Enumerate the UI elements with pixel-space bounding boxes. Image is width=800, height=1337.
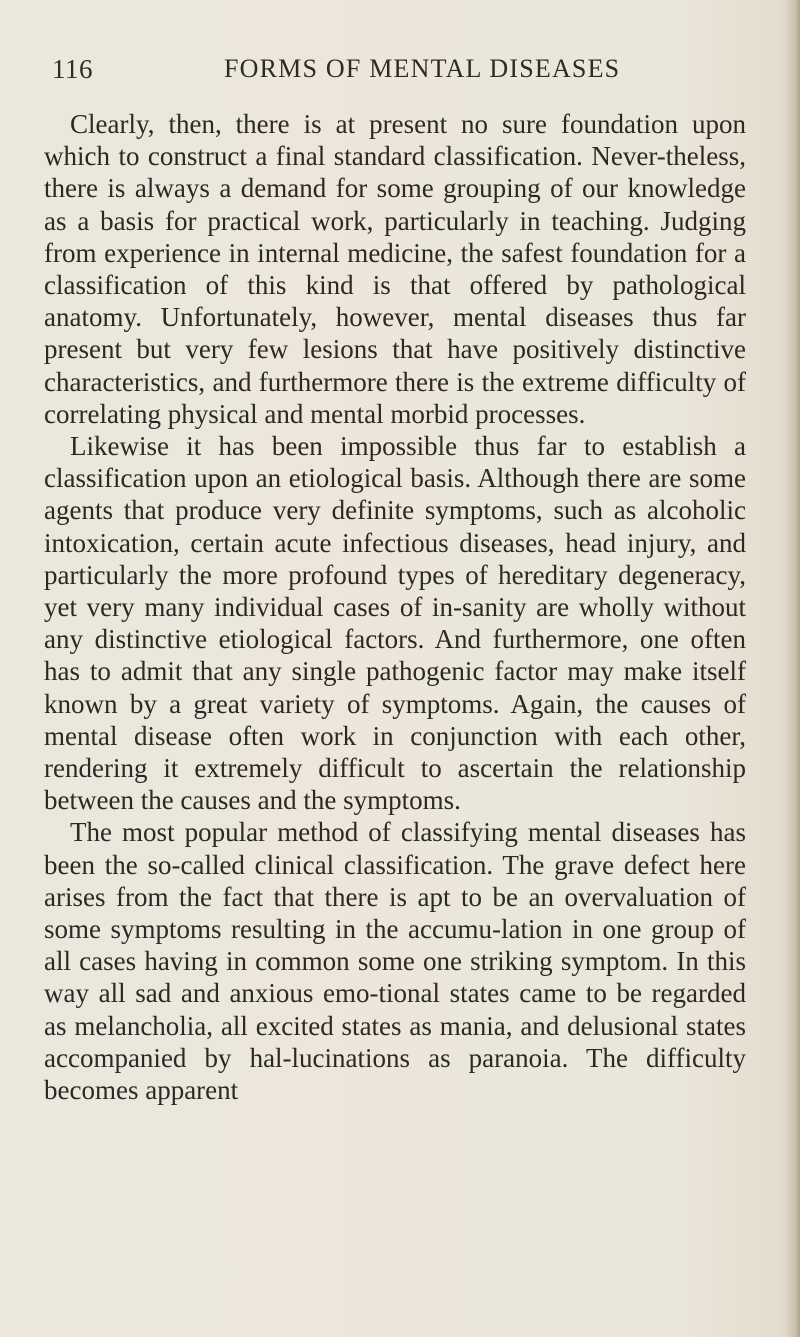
body-text xyxy=(44,108,746,1106)
paragraph: The most popular method of classifying mental diseases has been the so-called clinical classification. The grave defect here arises from the fact that there is apt to be an overvaluation of some symptoms resulting in the accumu-lation in one group of all cases having in common some one striking symptom. In this way all sad and anxious emo-tional states came to be regarded as melancholia, all excited states as mania, and delusional states accompanied by hal-lucinations as paranoia. The difficulty becomes apparent xyxy=(44,817,746,1106)
running-head: FORMS OF MENTAL DISEASES xyxy=(224,54,621,83)
page-number: 116 xyxy=(52,54,93,84)
paragraph: Clearly, then, there is at present no sure foundation upon which to construct a final standard classification. Never-theless, there is always a demand for some grouping of our knowledge as a basis for practical work, particularly in teaching. Judging from experience in internal medicine, the safest foundation for a classification of this kind is that offered by pathological anatomy. Unfortunately, however, mental diseases thus far present but very few lesions that have positively distinctive characteristics, and furthermore there is the extreme difficulty of correlating physical and mental morbid processes. xyxy=(44,109,746,429)
paragraph: Likewise it has been impossible thus far to establish a classification upon an etiological basis. Although there are some agents that produce very definite symptoms, such as alcoholic intoxication, certain acute infectious diseases, head injury, and particularly the more profound types of hereditary degeneracy, yet very many individual cases of in-sanity are wholly without any distinctive etiological factors. And furthermore, one often has to admit that any single pathogenic factor may make itself known by a great variety of symptoms. Again, the causes of mental disease often work in conjunction with each other, rendering it extremely difficult to ascertain the relationship between the causes and the symptoms. xyxy=(44,431,746,816)
page-header xyxy=(52,54,752,94)
page-edge-shadow xyxy=(786,0,800,1337)
